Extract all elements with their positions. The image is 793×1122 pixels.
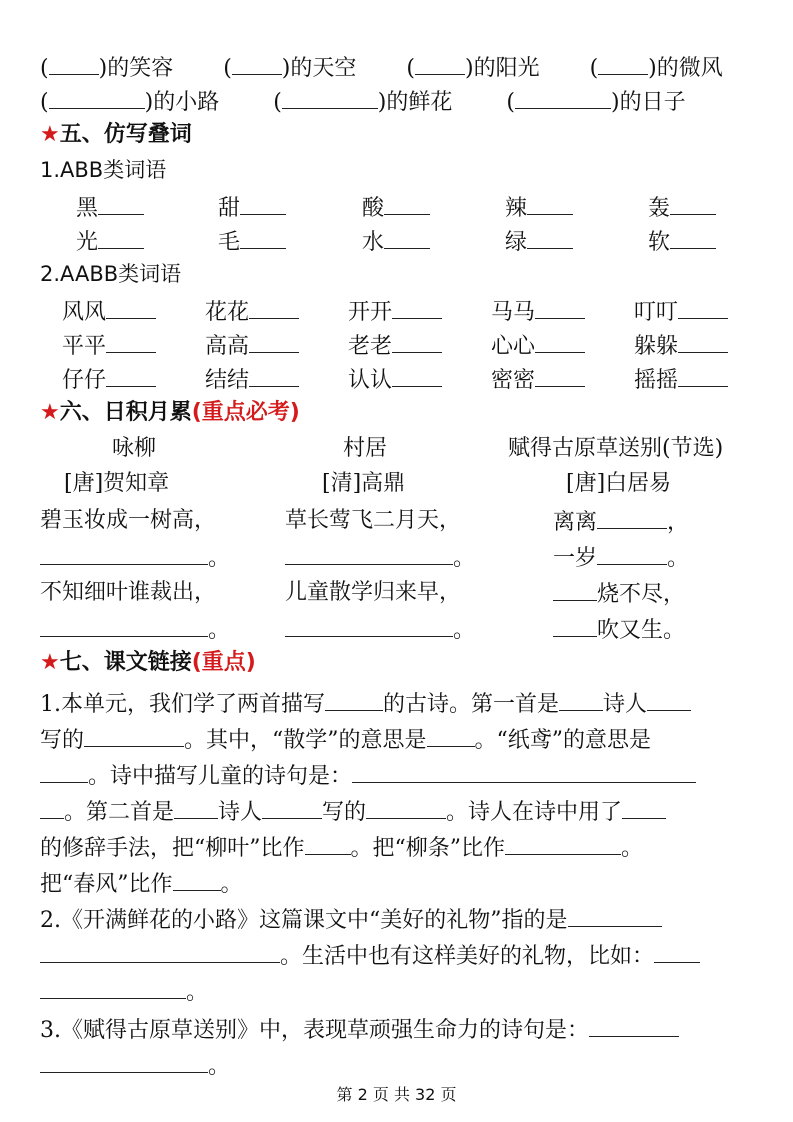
blank[interactable]	[515, 86, 611, 109]
q2-line-3: 。	[40, 976, 208, 1008]
poem-line: 烧不尽，	[553, 578, 685, 610]
star-icon: ★	[40, 650, 60, 675]
aabb-item: 密密	[491, 364, 585, 396]
poem-author: [清]高鼎	[322, 471, 406, 496]
q1-line-5: 的修辞手法，把“柳叶”比作 。把“柳条”比作 。	[40, 832, 643, 864]
blank[interactable]	[232, 52, 282, 75]
phrase-row-2: ( )的小路 ( )的鲜花 ( )的日子	[40, 86, 686, 118]
abb-item: 黑	[76, 192, 144, 224]
blank[interactable]	[415, 52, 465, 75]
abb-item: 轰	[648, 192, 716, 224]
aabb-title: 2.AABB类词语	[40, 262, 182, 286]
abb-item: 绿	[505, 226, 573, 258]
q1-line-6: 把“春风”比作 。	[40, 868, 243, 900]
poem-line: 。	[40, 542, 230, 574]
aabb-item: 仔仔	[62, 364, 156, 396]
star-icon: ★	[40, 400, 60, 425]
poem-line: 一岁 。	[553, 542, 689, 574]
page-footer: 第 2 页 共 32 页	[336, 1085, 457, 1104]
poem-line: 。	[285, 614, 475, 646]
aabb-item: 马马	[491, 296, 585, 328]
aabb-item: 心心	[491, 330, 585, 362]
q2-line-2: 。生活中也有这样美好的礼物，比如：	[40, 940, 700, 972]
aabb-item: 摇摇	[634, 364, 728, 396]
poem-author: [唐]白居易	[566, 471, 672, 496]
section-5-title: ★五、仿写叠词	[40, 122, 192, 147]
q1-line-3: 。诗中描写儿童的诗句是：	[40, 760, 696, 792]
poem-line: 。	[285, 542, 475, 574]
abb-item: 辣	[505, 192, 573, 224]
q3-line-2: 。	[40, 1050, 230, 1082]
q3-line-1: 3.《赋得古原草送别》中，表现草顽强生命力的诗句是：	[40, 1014, 679, 1046]
aabb-item: 认认	[348, 364, 442, 396]
poem-line: 儿童散学归来早，	[285, 580, 462, 605]
section-6-title: ★六、日积月累(重点必考)	[40, 400, 300, 425]
aabb-item: 平平	[62, 330, 156, 362]
abb-item: 甜	[218, 192, 286, 224]
abb-title: 1.ABB类词语	[40, 158, 167, 182]
aabb-item: 高高	[205, 330, 299, 362]
poem-line: 不知细叶谁裁出，	[40, 580, 217, 605]
poem-line: 。	[40, 614, 230, 646]
abb-item: 毛	[218, 226, 286, 258]
emphasis-tag: (重点)	[191, 650, 256, 675]
poem-line: 草长莺飞二月天，	[285, 508, 462, 533]
blank[interactable]	[598, 52, 648, 75]
q1-line-4: 。第二首是 诗人 写的 。诗人在诗中用了	[40, 796, 666, 828]
aabb-item: 叮叮	[634, 296, 728, 328]
aabb-item: 结结	[205, 364, 299, 396]
aabb-item: 开开	[348, 296, 442, 328]
section-7-title: ★七、课文链接(重点)	[40, 650, 256, 675]
poem-title: 赋得古原草送别(节选)	[508, 436, 724, 461]
aabb-item: 老老	[348, 330, 442, 362]
abb-item: 水	[362, 226, 430, 258]
poem-author: [唐]贺知章	[64, 471, 170, 496]
blank[interactable]	[282, 86, 378, 109]
aabb-item: 花花	[205, 296, 299, 328]
blank[interactable]	[49, 86, 145, 109]
abb-item: 软	[648, 226, 716, 258]
phrase-row-1: ( )的笑容 ( )的天空 ( )的阳光 ( )的微风	[40, 52, 723, 84]
abb-item: 光	[76, 226, 144, 258]
aabb-item: 风风	[62, 296, 156, 328]
blank[interactable]	[49, 52, 99, 75]
aabb-item: 躲躲	[634, 330, 728, 362]
poem-line: 离离 ，	[553, 506, 689, 538]
emphasis-tag: (重点必考)	[191, 400, 300, 425]
poem-title: 村居	[343, 436, 388, 461]
poem-title: 咏柳	[112, 436, 157, 461]
q1-line-1: 1.本单元，我们学了两首描写 的古诗。第一首是 诗人	[40, 688, 691, 720]
poem-line: 碧玉妆成一树高，	[40, 508, 217, 533]
poem-line: 吹又生。	[553, 614, 685, 646]
abb-item: 酸	[362, 192, 430, 224]
star-icon: ★	[40, 122, 60, 147]
q2-line-1: 2.《开满鲜花的小路》这篇课文中“美好的礼物”指的是	[40, 904, 662, 936]
q1-line-2: 写的 。其中，“散学”的意思是 。“纸鸢”的意思是	[40, 724, 651, 756]
